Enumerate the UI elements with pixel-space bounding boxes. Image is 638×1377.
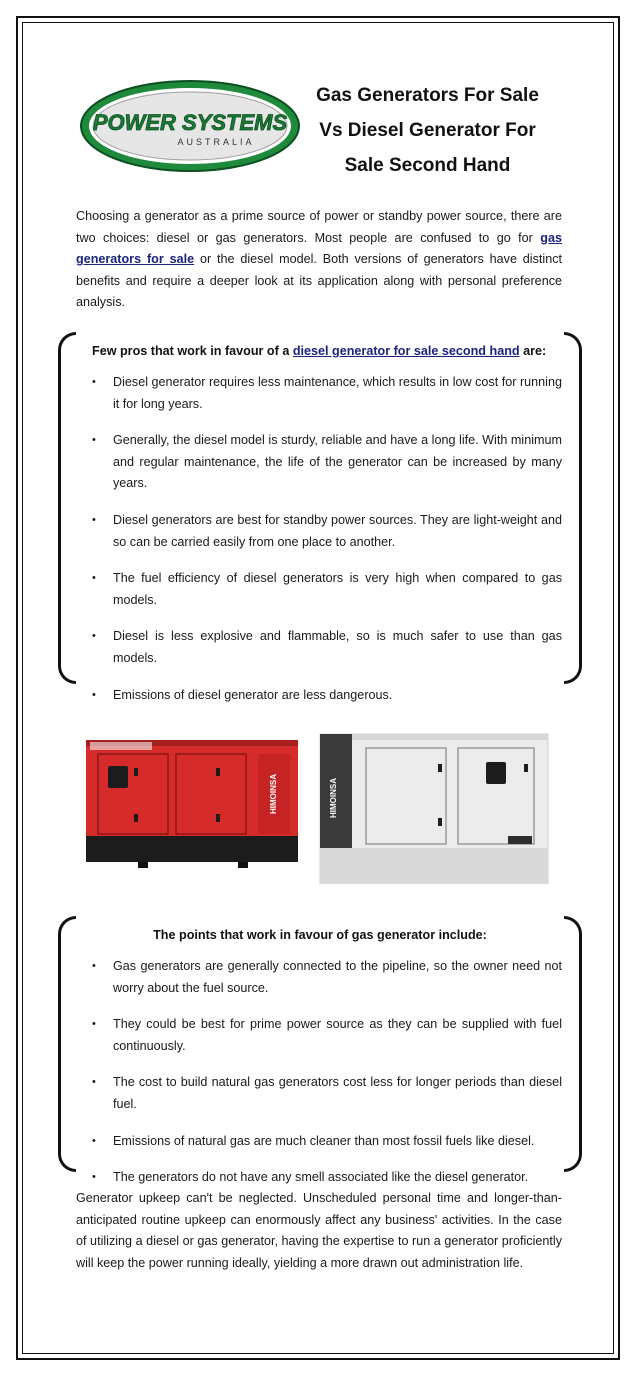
logo-main-text: POWER SYSTEMS	[92, 110, 288, 135]
diesel-section-heading	[92, 344, 546, 358]
list-item-text: Emissions of diesel generator are less dangerous.	[113, 687, 393, 702]
title-line-3: Sale Second Hand	[344, 155, 511, 176]
list-item-text: Diesel is less explosive and flammable, so is much safer to use than gas models.	[113, 629, 562, 665]
list-item	[90, 956, 562, 999]
bullet-icon: •	[92, 960, 96, 972]
bullet-icon: •	[92, 376, 96, 388]
closing-paragraph: Generator upkeep can't be neglected. Unscheduled personal time and longer-than-anticipated routine upkeep can enormously affect any business' activities. In the case of utilizing a diesel or gas generator, having the expertise to run a generator proficiently will keep the power running ideally, yielding a more drawn out administration life.	[76, 1191, 562, 1270]
list-item-text: The fuel efficiency of diesel generators is very high when compared to gas models.	[113, 571, 562, 607]
list-item-text: The cost to build natural gas generators cost less for longer periods than diesel fuel.	[113, 1075, 562, 1111]
diesel-generator-link[interactable]: diesel generator for sale second hand	[292, 344, 520, 358]
list-item	[90, 1167, 562, 1189]
page-title	[300, 78, 555, 183]
bullet-icon: •	[92, 1134, 96, 1147]
red-generator-image	[78, 718, 304, 880]
list-item	[90, 430, 562, 495]
list-item	[90, 510, 562, 553]
list-item	[90, 1131, 562, 1153]
list-item	[90, 685, 562, 707]
gas-pros-panel	[58, 916, 582, 1185]
list-item-text: Gas generators are generally connected to the pipeline, so the owner need not worry about the fuel source.	[113, 959, 562, 995]
power-systems-logo	[78, 78, 302, 174]
list-item	[90, 1072, 562, 1115]
list-item	[90, 626, 562, 669]
intro-text-part1: Choosing a generator as a prime source of power or standby power source, there are two choices: diesel or gas generators. Most people are confused to go for	[76, 209, 562, 245]
right-bracket	[564, 916, 582, 1172]
bullet-icon: •	[92, 1018, 96, 1031]
list-item-text: The generators do not have any smell associated like the diesel generator.	[113, 1170, 529, 1185]
list-item-text: Emissions of natural gas are much cleaner than most fossil fuels like diesel.	[113, 1133, 535, 1148]
list-item-text: They could be best for prime power source as they can be supplied with fuel continuously.	[113, 1017, 562, 1053]
bullet-icon: •	[92, 1171, 96, 1184]
intro-text-part2: or the diesel model. Both versions of generators have distinct benefits and require a deeper look at its application along with personal preference analysis.	[76, 252, 562, 310]
list-item-text: Diesel generator requires less maintenance, which results in low cost for running it for long years.	[113, 375, 562, 411]
gas-pros-list	[90, 956, 562, 1189]
bullet-icon: •	[92, 434, 96, 447]
gas-section-heading: The points that work in favour of gas generator include:	[153, 928, 487, 942]
heading-text: Few pros that work in favour of a	[92, 344, 293, 358]
intro-paragraph	[76, 206, 562, 314]
list-item-text: Diesel generators are best for standby power sources. They are light-weight and so can be carried easily from one place to another.	[113, 512, 562, 549]
left-bracket	[58, 332, 76, 684]
bullet-icon: •	[92, 688, 96, 701]
bullet-icon: •	[92, 630, 96, 643]
list-item	[90, 568, 562, 611]
bullet-icon: •	[92, 572, 96, 585]
gas-generators-link[interactable]: gas generators for sale	[76, 230, 562, 267]
heading-text-end: are:	[519, 344, 547, 358]
diesel-pros-panel	[58, 332, 582, 702]
white-generator-brand: HIMOINSA	[329, 778, 338, 818]
title-line-2: Vs Diesel Generator For	[319, 120, 536, 141]
bullet-icon: •	[92, 513, 96, 526]
bullet-icon: •	[92, 1076, 96, 1089]
list-item-text: Generally, the diesel model is sturdy, reliable and have a long life. With minimum and regular maintenance, the life of the generator can be increased by many years.	[113, 433, 562, 491]
title-line-1: Gas Generators For Sale	[316, 85, 539, 106]
list-item	[90, 372, 562, 415]
logo-sub-text: AUSTRALIA	[177, 137, 255, 147]
red-generator-brand: HIMOINSA	[269, 774, 278, 814]
white-generator-image	[318, 718, 550, 884]
left-bracket	[58, 916, 76, 1172]
diesel-pros-list	[90, 372, 562, 706]
list-item	[90, 1014, 562, 1057]
right-bracket	[564, 332, 582, 684]
